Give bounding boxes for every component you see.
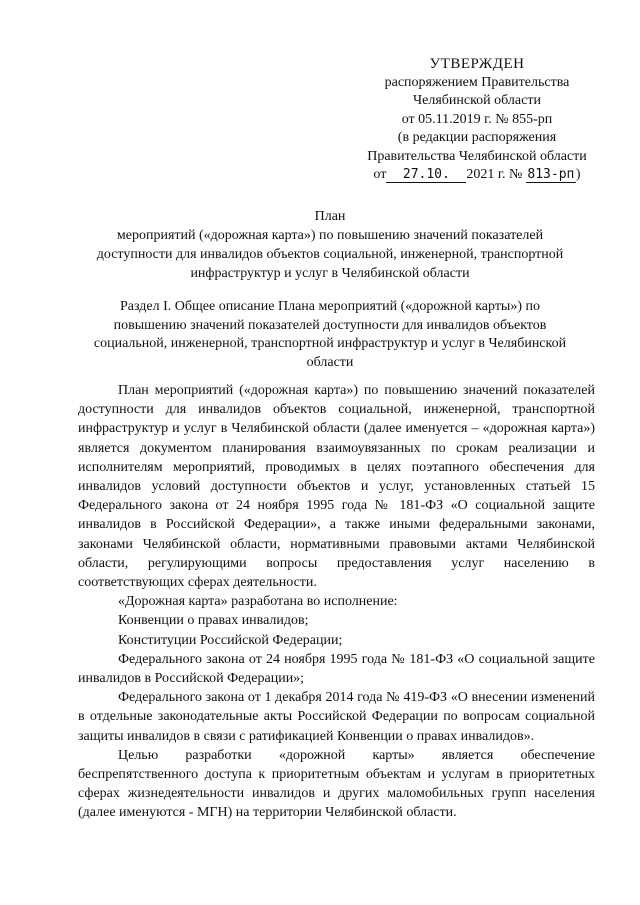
edition-close: )	[575, 166, 581, 182]
paragraph-constitution: Конституции Российской Федерации;	[118, 632, 343, 648]
approval-line-1: распоряжением Правительства	[384, 74, 570, 90]
section-line-3: социальной, инженерной, транспортной инфраструктур и услуг в Челябинской	[93, 336, 567, 351]
edition-line	[352, 166, 602, 184]
document-body	[78, 381, 595, 823]
section-line-4: области	[306, 354, 354, 370]
paragraph-basis: «Дорожная карта» разработана во исполнение:	[118, 594, 398, 610]
paragraph-intro: План мероприятий («дорожная карта») по повышению значений показателей доступности для инвалидов объектов социальной, инженерной, транспортной инфраструктур и услуг в Челябинской области (далее именуется – «дорожная карта») является документом планирования взаимоувязанных по срокам реализации и исполнителям мероприятий, проводимых в целях поэтапного обеспечения для инвалидов условий доступности объектов и услуг, установленных статьей 15 Федерального закона от 24 ноября 1995 года № 181-ФЗ «О социальной защите инвалидов в Российской Федерации», а также иными федеральными законами, законами Челябинской области, нормативными правовыми актами Челябинской области, регулирующими вопросы предоставления услуг населению в соответствующих сферах деятельности.	[78, 383, 595, 591]
approval-line-4: (в редакции распоряжения	[397, 130, 557, 146]
title-line-4: инфраструктур и услуг в Челябинской области	[190, 266, 470, 281]
approval-line-5: Правительства Челябинской области	[367, 148, 587, 164]
paragraph-federal-law-419: Федерального закона от 1 декабря 2014 года № 419-ФЗ «О внесении изменений в отдельные законодательные акты Российской Федерации по вопросам социальной защиты инвалидов в связи с ратификацией Конвенции о правах инвалидов».	[78, 690, 595, 744]
approval-stamp	[352, 55, 602, 184]
approval-line-3: от 05.11.2019 г. № 855-рп	[401, 111, 553, 127]
edition-prefix: от	[373, 166, 387, 182]
edition-year: 2021 г. №	[466, 166, 523, 182]
section-line-2: повышению значений показателей доступности для инвалидов объектов	[113, 317, 547, 333]
title-line-2: мероприятий («дорожная карта») по повышению значений показателей	[116, 228, 544, 243]
paragraph-goal: Целью разработки «дорожной карты» является обеспечение беспрепятственного доступа к приоритетным объектам и услугам в приоритетных сферах жизнедеятельности инвалидов и других маломобильных групп населения (далее именуются - МГН) на территории Челябинской области.	[78, 747, 595, 821]
section-heading	[70, 298, 590, 372]
edition-number: 813-рп	[527, 166, 575, 182]
approval-heading: УТВЕРЖДЕН	[429, 56, 525, 72]
plan-title	[70, 207, 590, 283]
edition-date: 27.10.	[386, 168, 466, 183]
title-line-1: План	[314, 209, 346, 224]
paragraph-federal-law-181: Федерального закона от 24 ноября 1995 года № 181-ФЗ «О социальной защите инвалидов в Российской Федерации»;	[78, 651, 595, 687]
approval-line-2: Челябинской области	[413, 93, 541, 109]
section-line-1: Раздел I. Общее описание Плана мероприятий («дорожной карты») по	[120, 299, 540, 314]
title-line-3: доступности для инвалидов объектов социальной, инженерной, транспортной	[96, 247, 564, 262]
paragraph-convention: Конвенции о правах инвалидов;	[118, 613, 309, 629]
